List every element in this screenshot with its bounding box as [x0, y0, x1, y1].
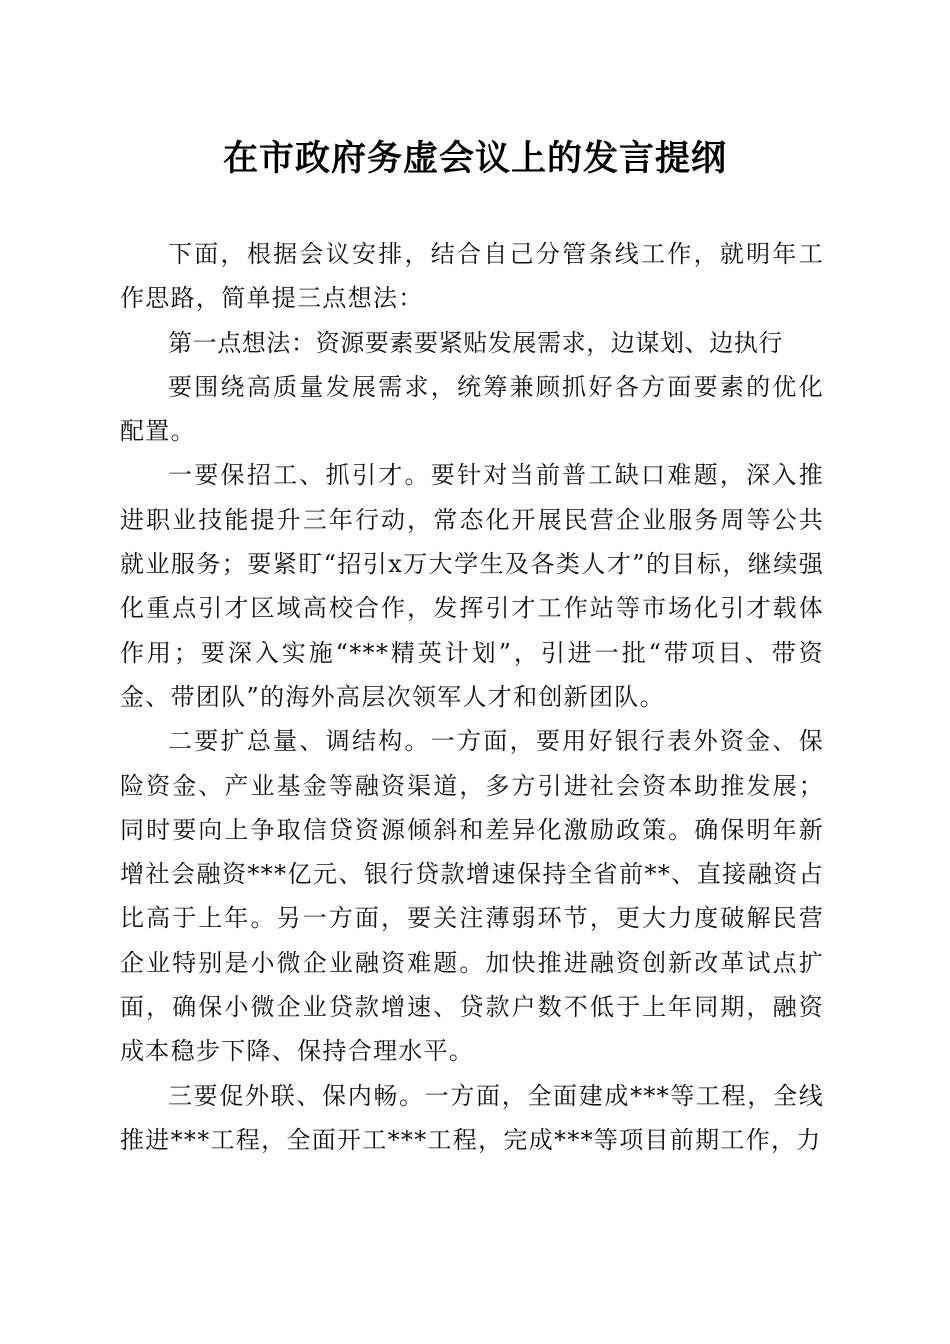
- section-heading-first-idea: 第一点想法：资源要素要紧贴发展需求，边谋划、边执行: [168, 328, 783, 357]
- document-body: [120, 232, 824, 1162]
- point-three-paragraph: 三要促外联、保内畅。一方面，全面建成***等工程，全线推进***工程，全面开工***工程，完成***等项目前期工作，力: [120, 1081, 824, 1154]
- intro-paragraph: 下面，根据会议安排，结合自己分管条线工作，就明年工作思路，简单提三点想法：: [120, 240, 824, 313]
- document-title: 在市政府务虚会议上的发言提纲: [222, 138, 727, 179]
- section-summary-paragraph: 要围绕高质量发展需求，统筹兼顾抓好各方面要素的优化配置。: [120, 372, 824, 446]
- point-two-paragraph: 二要扩总量、调结构。一方面，要用好银行表外资金、保险资金、产业基金等融资渠道，多方引进社会资本助推发展；同时要向上争取信贷资源倾斜和差异化激励政策。确保明年新增社会融资***亿元、银行贷款增速保持全省前**、直接融资占比高于上年。另一方面，要关注薄弱环节，更大力度破解民营企业特别是小微企业融资难题。加快推进融资创新改革试点扩面，确保小微企业贷款增速、贷款户数不低于上年同期，融资成本稳步下降、保持合理水平。: [120, 727, 824, 1066]
- point-one-paragraph: 一要保招工、抓引才。要针对当前普工缺口难题，深入推进职业技能提升三年行动，常态化开展民营企业服务周等公共就业服务；要紧盯“招引x万大学生及各类人才”的目标，继续强化重点引才区域高校合作，发挥引才工作站等市场化引才载体作用；要深入实施“***精英计划”，引进一批“带项目、带资金、带团队”的海外高层次领军人才和创新团队。: [120, 461, 824, 711]
